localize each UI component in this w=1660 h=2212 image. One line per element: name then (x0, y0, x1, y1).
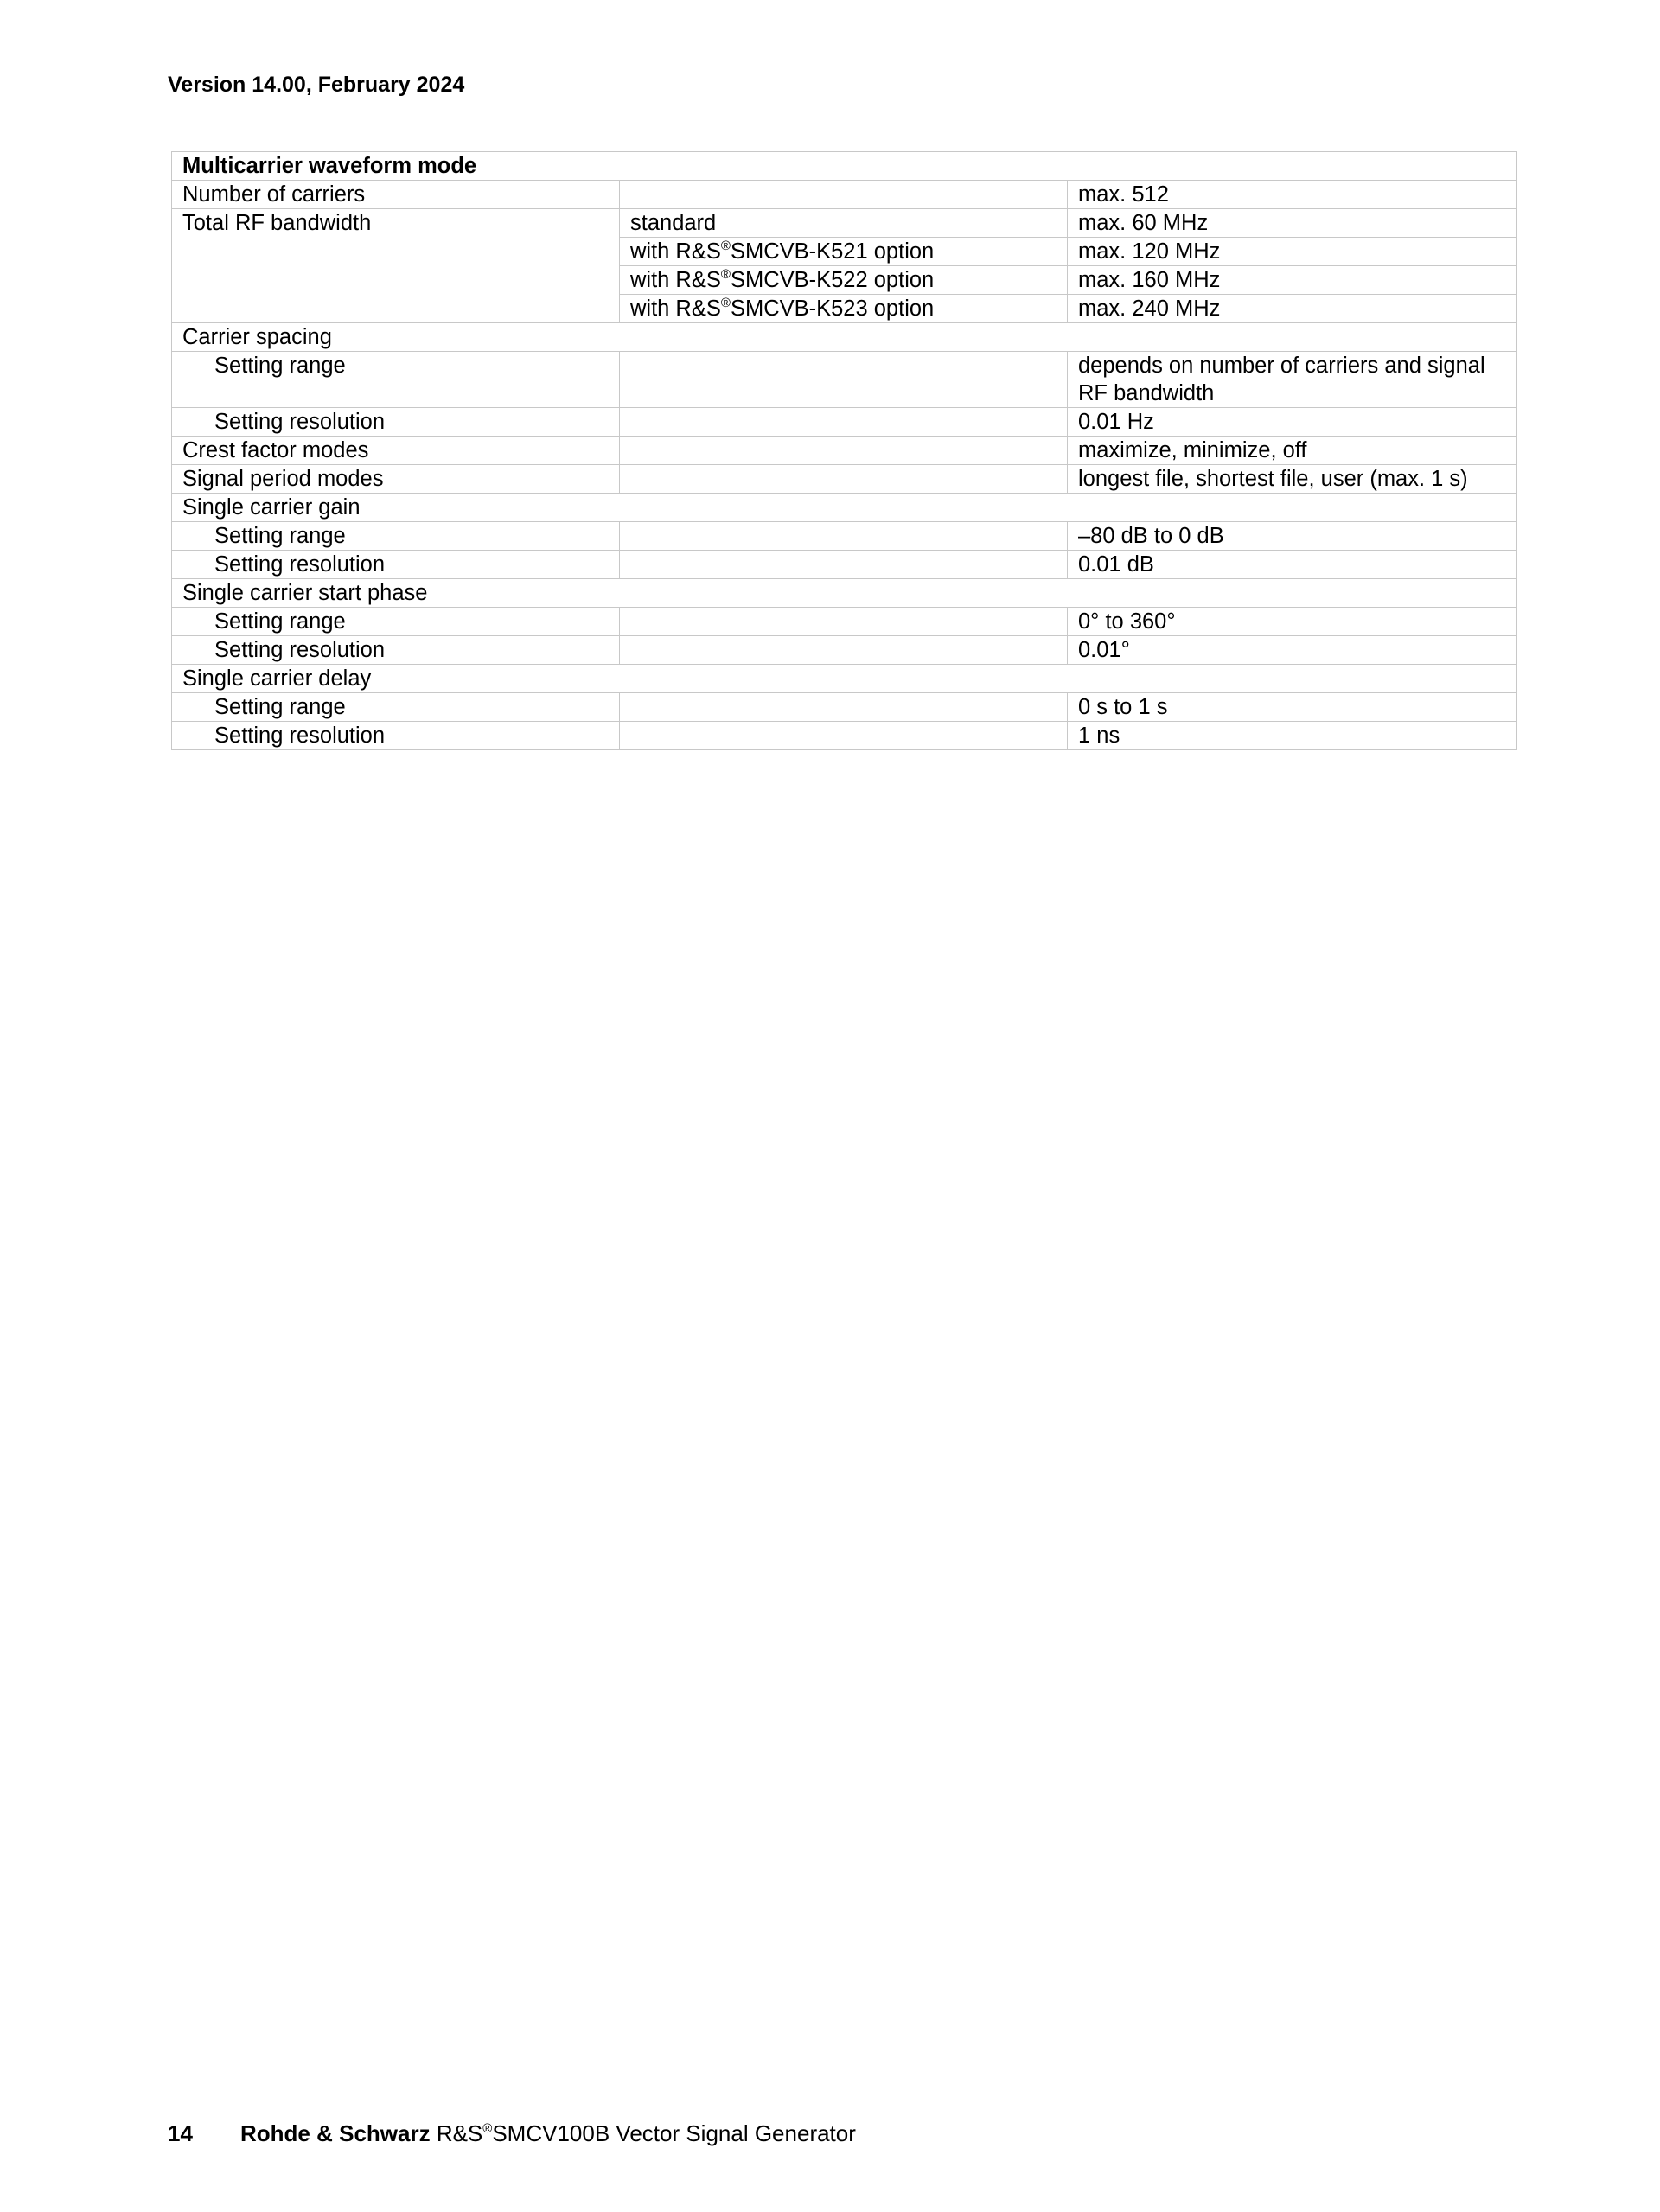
param-value: 1 ns (1068, 722, 1517, 750)
param-value: longest file, shortest file, user (max. 1 s) (1068, 465, 1517, 494)
section-label: Single carrier start phase (172, 579, 1517, 608)
param-value: max. 60 MHz (1068, 209, 1517, 238)
table-row (172, 465, 1517, 494)
table-row (172, 181, 1517, 209)
table-row (172, 665, 1517, 693)
table-row (172, 352, 1517, 408)
param-label: Setting range (172, 693, 620, 722)
param-condition (620, 295, 1068, 323)
param-condition (620, 437, 1068, 465)
param-condition (620, 636, 1068, 665)
param-label: Total RF bandwidth (172, 209, 620, 238)
registered-mark: ® (720, 239, 731, 253)
param-label: Setting range (172, 352, 620, 408)
document-version: Version 14.00, February 2024 (168, 73, 465, 97)
param-condition (620, 693, 1068, 722)
table-row (172, 238, 1517, 266)
param-label (172, 295, 620, 323)
param-value: 0.01 dB (1068, 551, 1517, 579)
param-condition (620, 465, 1068, 494)
table-row (172, 323, 1517, 352)
param-condition (620, 722, 1068, 750)
page-footer (168, 2120, 856, 2147)
param-value: depends on number of carriers and signal RF bandwidth (1068, 352, 1517, 408)
param-value: max. 512 (1068, 181, 1517, 209)
table-row (172, 494, 1517, 522)
registered-mark: ® (720, 267, 731, 282)
param-condition (620, 352, 1068, 408)
param-condition (620, 181, 1068, 209)
registered-mark: ® (720, 296, 731, 310)
condition-suffix: SMCVB-K522 option (730, 268, 935, 292)
param-condition (620, 522, 1068, 551)
spec-table (171, 151, 1517, 750)
param-label (172, 266, 620, 295)
footer-product-name: SMCV100B Vector Signal Generator (492, 2120, 856, 2146)
param-label: Setting resolution (172, 551, 620, 579)
param-label: Setting range (172, 608, 620, 636)
param-label: Setting resolution (172, 408, 620, 437)
param-value: max. 120 MHz (1068, 238, 1517, 266)
param-label: Signal period modes (172, 465, 620, 494)
table-row (172, 693, 1517, 722)
param-condition (620, 238, 1068, 266)
param-label: Number of carriers (172, 181, 620, 209)
param-condition (620, 551, 1068, 579)
table-row (172, 408, 1517, 437)
footer-brand: Rohde & Schwarz (240, 2120, 431, 2146)
param-label: Setting resolution (172, 722, 620, 750)
param-label (172, 238, 620, 266)
table-row (172, 608, 1517, 636)
table-row (172, 295, 1517, 323)
table-row (172, 579, 1517, 608)
param-value: 0.01° (1068, 636, 1517, 665)
table-row (172, 152, 1517, 181)
table-row (172, 209, 1517, 238)
condition-prefix: with R&S (630, 239, 721, 264)
table-row (172, 722, 1517, 750)
param-value: max. 240 MHz (1068, 295, 1517, 323)
param-condition: standard (620, 209, 1068, 238)
condition-suffix: SMCVB-K521 option (730, 239, 935, 264)
footer-product-prefix: R&S (430, 2120, 483, 2146)
condition-prefix: with R&S (630, 268, 721, 292)
table-row (172, 522, 1517, 551)
param-value: maximize, minimize, off (1068, 437, 1517, 465)
param-value: 0.01 Hz (1068, 408, 1517, 437)
condition-suffix: SMCVB-K523 option (730, 296, 935, 321)
table-row (172, 551, 1517, 579)
section-label: Single carrier delay (172, 665, 1517, 693)
param-value: –80 dB to 0 dB (1068, 522, 1517, 551)
condition-prefix: with R&S (630, 296, 721, 321)
param-value: max. 160 MHz (1068, 266, 1517, 295)
page-number: 14 (168, 2120, 193, 2146)
param-value: 0 s to 1 s (1068, 693, 1517, 722)
param-value: 0° to 360° (1068, 608, 1517, 636)
table-row (172, 266, 1517, 295)
param-label: Crest factor modes (172, 437, 620, 465)
param-label: Setting range (172, 522, 620, 551)
param-condition (620, 408, 1068, 437)
registered-mark: ® (482, 2121, 493, 2136)
table-title: Multicarrier waveform mode (172, 152, 1517, 181)
table-row (172, 636, 1517, 665)
section-label: Carrier spacing (172, 323, 1517, 352)
param-condition (620, 608, 1068, 636)
param-label: Setting resolution (172, 636, 620, 665)
section-label: Single carrier gain (172, 494, 1517, 522)
param-condition (620, 266, 1068, 295)
table-row (172, 437, 1517, 465)
